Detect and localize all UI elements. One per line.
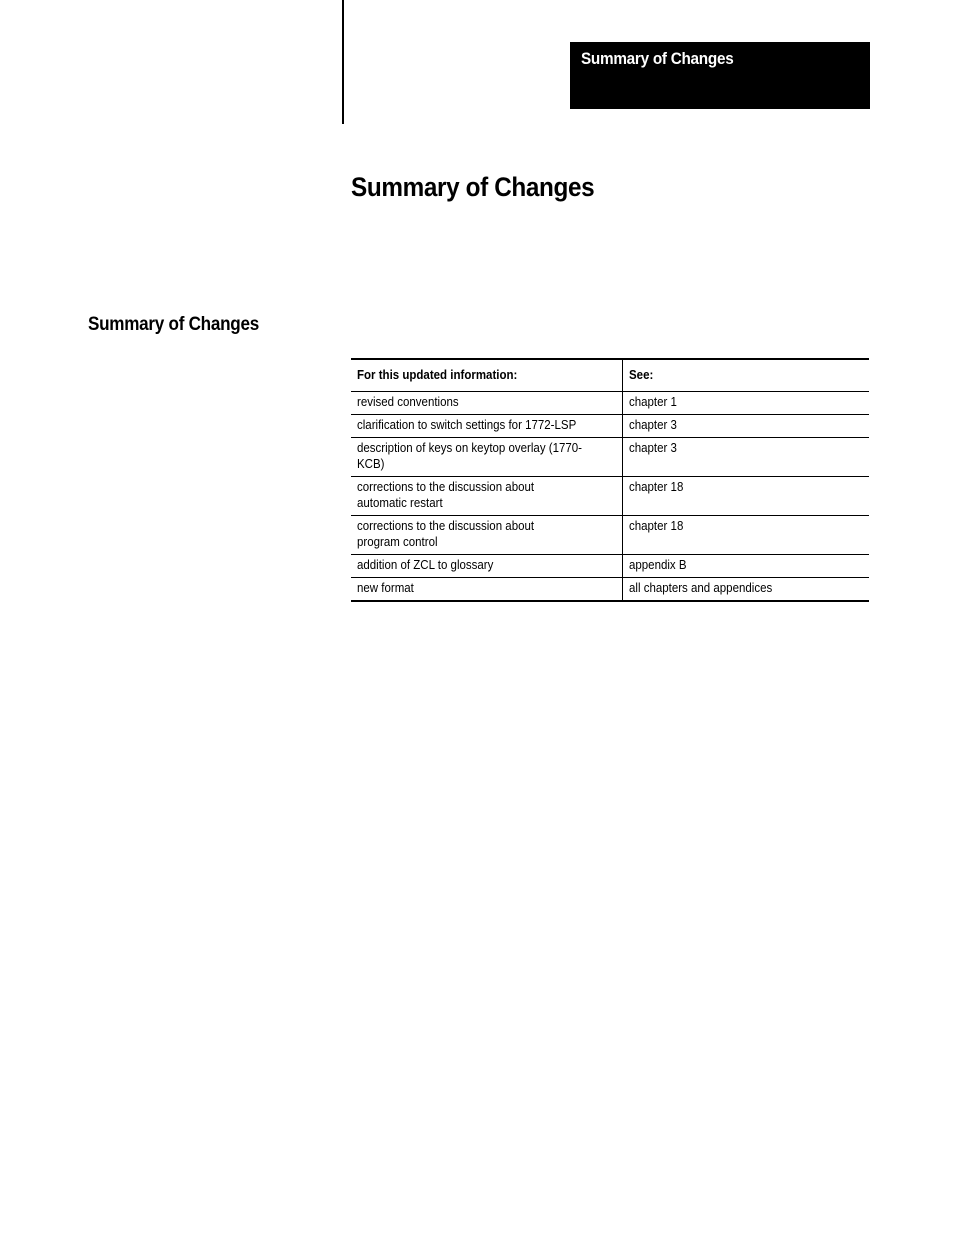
section-heading: Summary of Changes [88,314,259,335]
table-cell-information: revised conventions [351,392,623,415]
table-row [351,438,869,477]
changes-table [351,358,869,602]
table-row [351,555,869,578]
table-cell-information: corrections to the discussion about automatic restart [351,477,623,516]
header-tab [570,42,870,109]
page-title: Summary of Changes [351,172,595,202]
table-cell-information: description of keys on keytop overlay (1770-KCB) [351,438,623,477]
table-cell-information: addition of ZCL to glossary [351,555,623,578]
table-cell-reference: appendix B [623,555,870,578]
column-header-see: See: [623,359,870,392]
table-cell-information: new format [351,578,623,602]
table-row [351,516,869,555]
table-row [351,578,869,602]
table-header-row [351,359,869,392]
table-cell-information: corrections to the discussion about program control [351,516,623,555]
margin-vertical-rule [342,0,344,124]
table-row [351,477,869,516]
header-tab-label: Summary of Changes [581,49,734,68]
table-cell-reference: chapter 18 [623,477,870,516]
column-header-information: For this updated information: [351,359,623,392]
table-row [351,392,869,415]
table-cell-reference: chapter 3 [623,438,870,477]
table-cell-information: clarification to switch settings for 1772-LSP [351,415,623,438]
table-cell-reference: chapter 1 [623,392,870,415]
table-cell-reference: chapter 3 [623,415,870,438]
table-cell-reference: chapter 18 [623,516,870,555]
table-row [351,415,869,438]
table-cell-reference: all chapters and appendices [629,581,773,595]
